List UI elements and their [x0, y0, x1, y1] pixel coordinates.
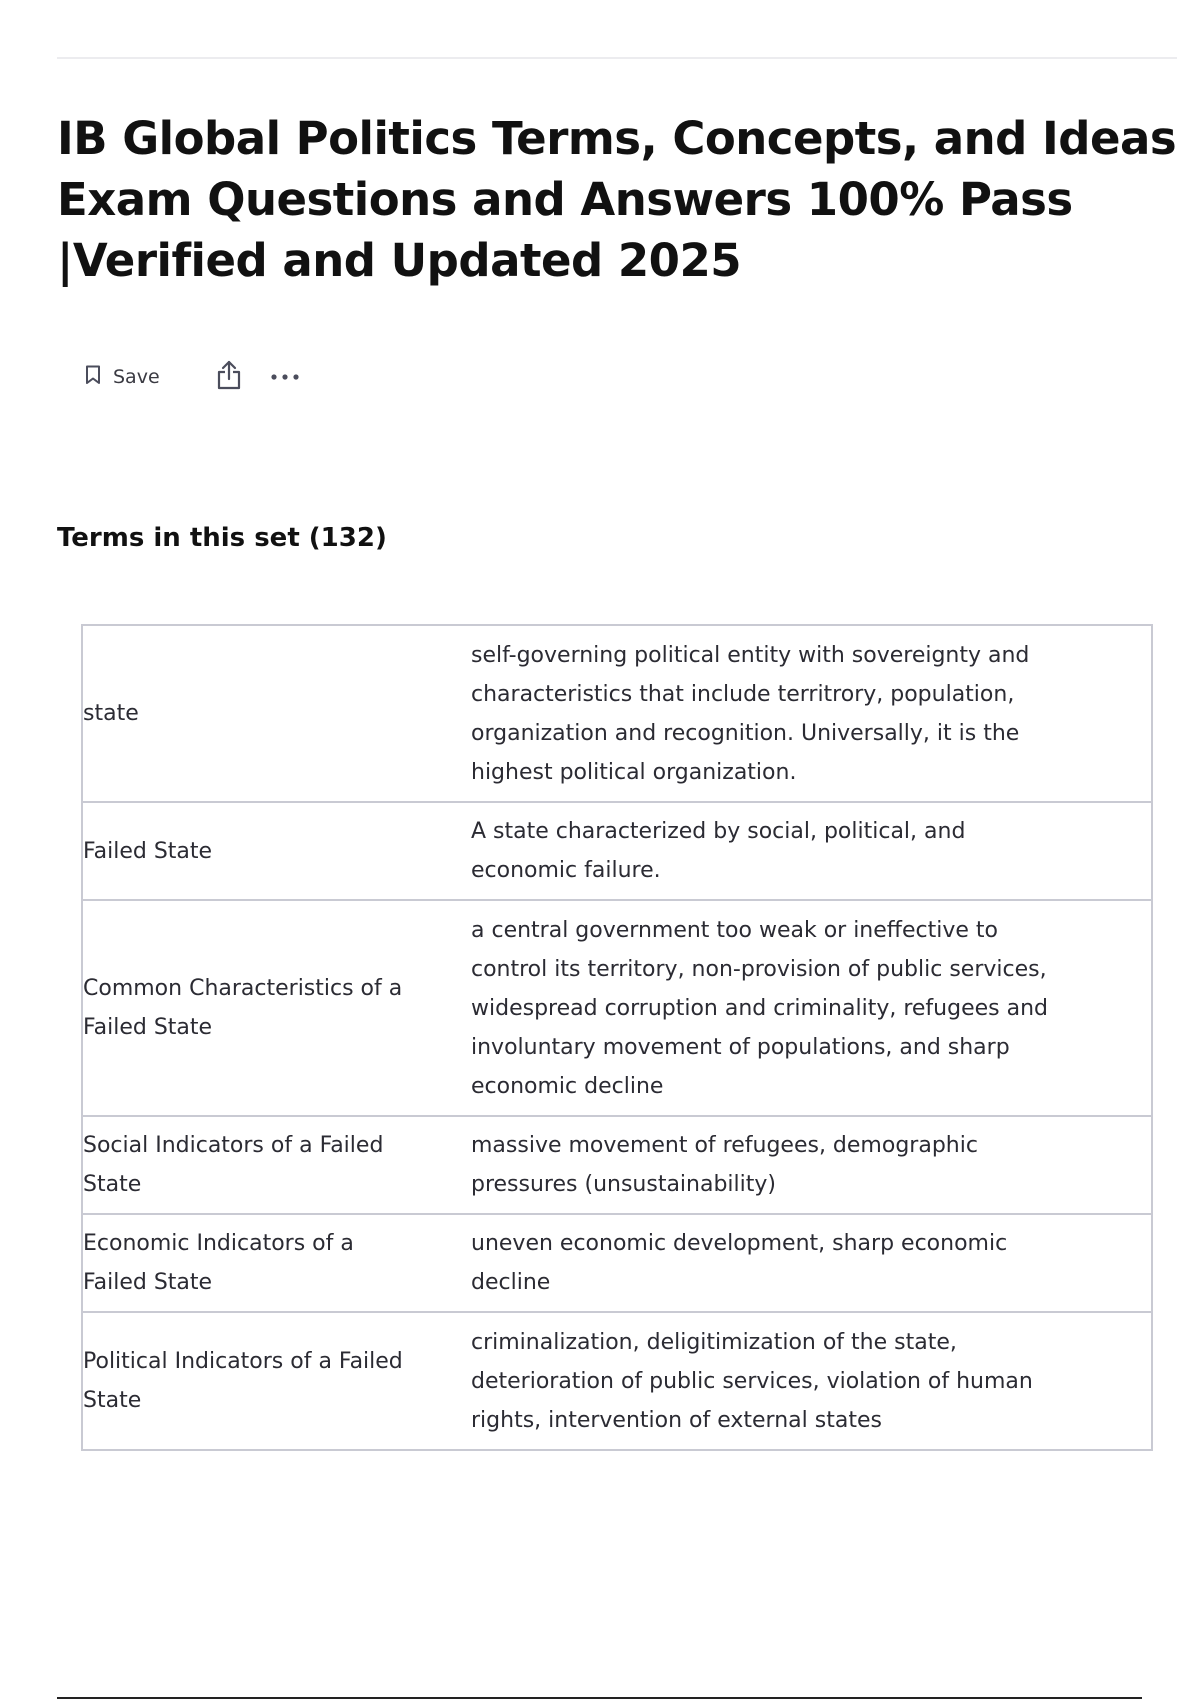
share-icon — [216, 360, 242, 395]
bookmark-icon — [85, 365, 101, 390]
term-cell: Failed State — [82, 802, 423, 900]
definition-cell: criminalization, deligitimization of the state, deterioration of public services, violation of human rights, intervention of external states — [423, 1312, 1152, 1450]
term-row — [82, 1116, 1152, 1214]
action-bar — [85, 360, 300, 394]
term-cell: Social Indicators of a Failed State — [82, 1116, 423, 1214]
term-cell: Political Indicators of a Failed State — [82, 1312, 423, 1450]
bottom-divider — [57, 1697, 1142, 1699]
more-options-button[interactable] — [270, 368, 300, 386]
definition-cell: massive movement of refugees, demographic pressures (unsustainability) — [423, 1116, 1152, 1214]
term-cell: Economic Indicators of a Failed State — [82, 1214, 423, 1312]
terms-heading: Terms in this set (132) — [57, 523, 387, 553]
definition-cell: uneven economic development, sharp economic decline — [423, 1214, 1152, 1312]
term-row — [82, 802, 1152, 900]
more-icon — [270, 368, 300, 386]
term-row — [82, 625, 1152, 802]
definition-cell: A state characterized by social, political, and economic failure. — [423, 802, 1152, 900]
terms-table — [81, 624, 1153, 1451]
term-row — [82, 900, 1152, 1116]
term-cell: Common Characteristics of a Failed State — [82, 900, 423, 1116]
save-label: Save — [113, 366, 160, 388]
top-divider — [57, 57, 1177, 59]
definition-cell: a central government too weak or ineffective to control its territory, non-provision of public services, widespread corruption and criminality, refugees and involuntary movement of populations, and sharp economic decline — [423, 900, 1152, 1116]
term-row — [82, 1214, 1152, 1312]
term-row — [82, 1312, 1152, 1450]
page-title: IB Global Politics Terms, Concepts, and Ideas Exam Questions and Answers 100% Pass |Verified and Updated 2025 — [57, 112, 1177, 287]
definition-cell: self-governing political entity with sovereignty and characteristics that include territrory, population, organization and recognition. Universally, it is the highest political organization. — [423, 625, 1152, 802]
save-button[interactable] — [85, 365, 160, 390]
term-cell: state — [82, 625, 423, 802]
share-button[interactable] — [216, 360, 242, 395]
